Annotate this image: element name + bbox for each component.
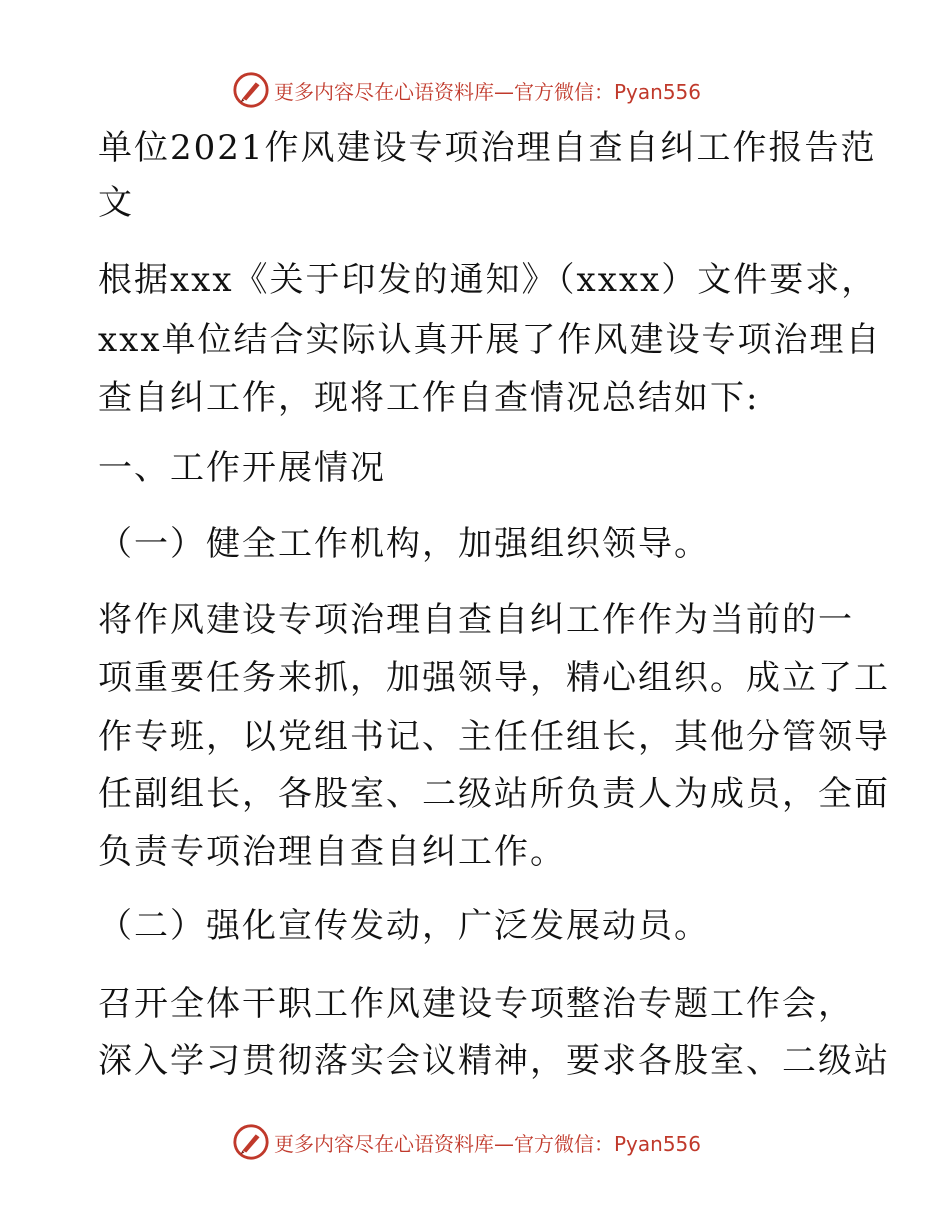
intro-paragraph-line: 根据xxx《关于印发的通知》（xxxx）文件要求， [98, 260, 878, 300]
subsection-heading: （一）健全工作机构，加强组织领导。 [98, 524, 710, 564]
pen-logo-icon [232, 71, 270, 109]
section-heading: 一、工作开展情况 [98, 448, 386, 488]
pen-logo-icon [232, 1123, 270, 1161]
body-paragraph-line: 作专班，以党组书记、主任任组长，其他分管领导 [98, 717, 890, 757]
intro-paragraph-line: xxx单位结合实际认真开展了作风建设专项治理自 [98, 320, 882, 360]
watermark-text: 更多内容尽在心语资料库—官方微信：Pyan556 [274, 79, 702, 104]
body-paragraph-line: 负责专项治理自查自纠工作。 [98, 832, 566, 872]
body-paragraph-line: 项重要任务来抓，加强领导，精心组织。成立了工 [98, 658, 890, 698]
subsection-heading: （二）强化宣传发动，广泛发展动员。 [98, 906, 710, 946]
body-paragraph-line: 任副组长，各股室、二级站所负责人为成员，全面 [98, 774, 890, 814]
body-paragraph-line: 深入学习贯彻落实会议精神，要求各股室、二级站 [98, 1041, 890, 1081]
watermark-text: 更多内容尽在心语资料库—官方微信：Pyan556 [274, 1131, 702, 1156]
document-title-continued: 文 [98, 183, 134, 223]
body-paragraph-line: 召开全体干职工作风建设专项整治专题工作会， [98, 984, 854, 1024]
intro-paragraph-line: 查自纠工作，现将工作自查情况总结如下: [98, 378, 760, 418]
watermark-header [232, 70, 701, 110]
document-title: 单位2021作风建设专项治理自查自纠工作报告范 [98, 128, 877, 168]
body-paragraph-line: 将作风建设专项治理自查自纠工作作为当前的一 [98, 600, 854, 640]
watermark-footer [232, 1122, 701, 1162]
